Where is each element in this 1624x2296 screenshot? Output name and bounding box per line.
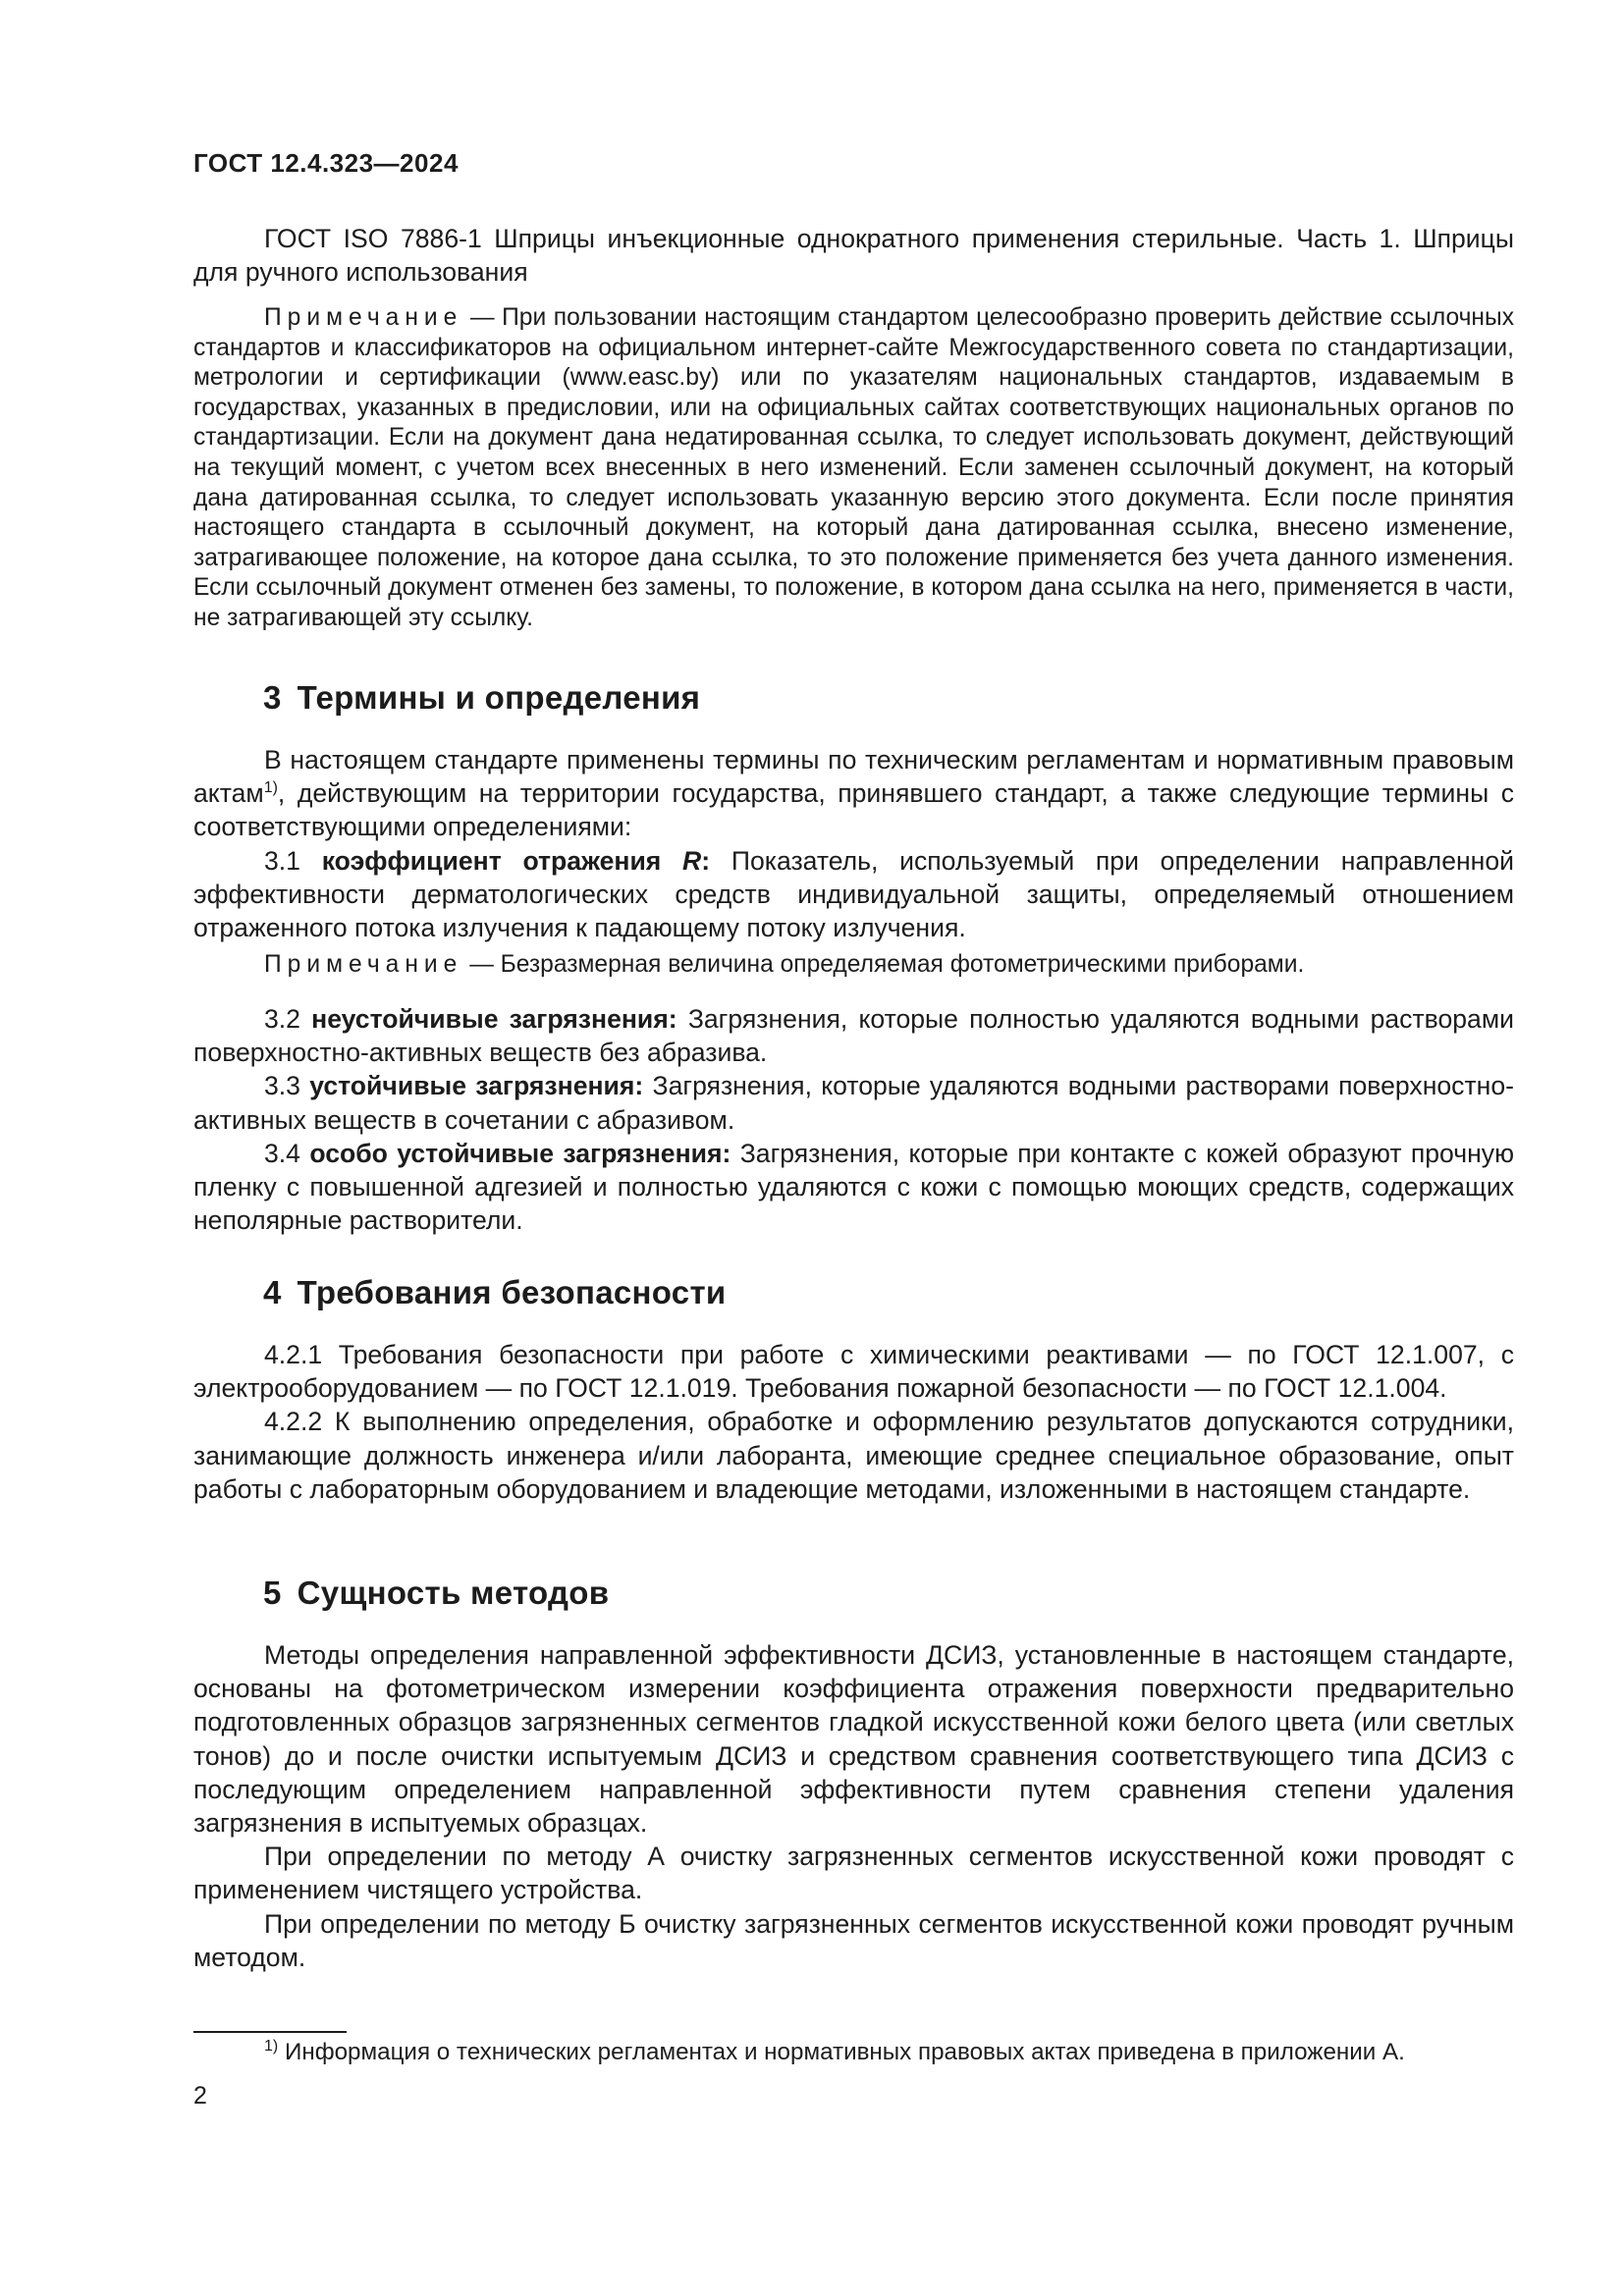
page-number: 2 [193, 2082, 207, 2109]
note-label: Примечание [264, 951, 463, 978]
section-4-body [193, 1338, 1514, 1506]
term-label: неустойчивые загрязнения: [311, 1004, 677, 1034]
terms-3-2-to-3-4 [193, 1002, 1514, 1237]
intro-text-cont: , действующим на территории государства, принявшего стандарт, а также следующие термины с соответствующими определениями: [193, 778, 1514, 842]
intro-text: В настоящем стандарте применены термины по техническим регламентам и нормативным правовым актам [193, 745, 1514, 809]
term-definition: Загрязнения, которые удаляются водными растворами поверхностно-активных веществ в сочетании с абразивом. [193, 1071, 1514, 1135]
section-number: 5 [263, 1575, 282, 1611]
term-3-3: 3.3 устойчивые загрязнения: Загрязнения, которые удаляются водными растворами поверхностно-активных веществ в сочетании с абразивом. [193, 1071, 1514, 1135]
section-5-heading [263, 1575, 609, 1612]
section-4-heading [263, 1274, 727, 1311]
footnote-text: Информация о технических регламентах и нормативных правовых актах приведена в приложении А. [278, 2039, 1405, 2065]
term-3-2: 3.2 неустойчивые загрязнения: Загрязнения, которые полностью удаляются водными растворами поверхностно-активных веществ без абразива. [193, 1004, 1514, 1068]
paragraph: При определении по методу А очистку загрязненных сегментов искусственной кожи проводят с применением чистящего устройства. [193, 1842, 1514, 1905]
section-title: Сущность методов [297, 1575, 610, 1611]
footnote-marker: 1) [264, 2037, 279, 2055]
note-text: — При пользовании настоящим стандартом целесообразно проверить действие ссылочных стандартов и классификаторов на официальном интернет-сайте Межгосударственного совета по стандартизации, метрологии и сертификации (www.easc.by) или по указателям национальных стандартов, издаваемым в государствах, указанных в предисловии, или на официальных сайтах соответствующих национальных органов по стандартизации. Если на документ дана недатированная ссылка, то следует использовать документ, действующий на текущий момент, с учетом всех внесенных в него изменений. Если заменен ссылочный документ, на который дана датированная ссылка, то следует использовать указанную версию этого документа. Если после принятия настоящего стандарта в ссылочный документ, на который дана датированная ссылка, внесено изменение, затрагивающее положение, на которое дана ссылка, то это положение применяется без учета данного изменения. Если ссылочный документ отменен без замены, то положение, в котором дана ссылка на него, применяется в части, не затрагивающей эту ссылку. [193, 304, 1514, 631]
normative-reference [193, 222, 1514, 289]
note-text: — Безразмерная величина определяемая фотометрическими приборами. [462, 951, 1305, 978]
section-number: 3 [263, 679, 282, 716]
term-definition: Загрязнения, которые при контакте с кожей образуют прочную пленку с повышенной адгезией и полностью удаляются с кожи с помощью моющих средств, содержащих неполярные растворители. [193, 1138, 1515, 1236]
section-3-intro [193, 743, 1514, 944]
paragraph: При определении по методу Б очистку загрязненных сегментов искусственной кожи проводят ручным методом. [193, 1908, 1514, 1972]
term-label: коэффициент отражения [321, 845, 683, 876]
term-3-4: 3.4 особо устойчивые загрязнения: Загрязнения, которые при контакте с кожей образуют прочную пленку с повышенной адгезией и полностью удаляются с кожи с помощью моющих средств, содержащих неполярные растворители. [193, 1138, 1515, 1236]
footnote-ref: 1) [263, 779, 278, 797]
document-code-header: ГОСТ 12.4.323—2024 [193, 148, 459, 178]
term-3-1-note [193, 950, 1514, 981]
term-label: особо устойчивые загрязнения: [309, 1138, 731, 1168]
section-number: 4 [263, 1274, 282, 1310]
section-5-body [193, 1638, 1514, 1974]
section-title: Термины и определения [297, 679, 701, 716]
term-label: устойчивые загрязнения: [309, 1071, 644, 1101]
reference-text: ГОСТ ISO 7886-1 Шприцы инъекционные однократного применения стерильные. Часть 1. Шприцы для ручного использования [193, 224, 1514, 288]
term-3-1: 3.1 коэффициент отражения R: Показатель, используемый при определении направленной эффективности дерматологических средств индивидуальной защиты, определяемый отношением отраженного потока излучения к падающему потоку излучения. [193, 845, 1515, 943]
footnote-separator [193, 2031, 347, 2033]
note-label: Примечание [264, 304, 463, 331]
clause-4-2-2: 4.2.2 К выполнению определения, обработке и оформлению результатов допускаются сотрудники, занимающие должность инженера и/или лаборанта, имеющие среднее специальное образование, опыт работы с лабораторным оборудованием и владеющие методами, изложенными в настоящем стандарте. [193, 1407, 1514, 1504]
term-definition: Загрязнения, которые полностью удаляются водными растворами поверхностно-активных веществ без абразива. [193, 1004, 1514, 1068]
term-symbol: R [682, 845, 702, 876]
references-note [193, 303, 1514, 634]
section-title: Требования безопасности [297, 1274, 727, 1310]
paragraph: Методы определения направленной эффективности ДСИЗ, установленные в настоящем стандарте, основаны на фотометрическом измерении коэффициента отражения поверхности предварительно подготовленных образцов загрязненных сегментов гладкой искусственной кожи белого цвета (или светлых тонов) до и после очистки испытуемым ДСИЗ и средством сравнения соответствующего типа ДСИЗ с последующим определением направленной эффективности путем сравнения степени удаления загрязнения в испытуемых образцах. [193, 1640, 1514, 1839]
term-definition: Показатель, используемый при определении направленной эффективности дерматологических средств индивидуальной защиты, определяемый отношением отраженного потока излучения к падающему потоку излучения. [193, 845, 1515, 943]
clause-4-2-1: 4.2.1 Требования безопасности при работе с химическими реактивами — по ГОСТ 12.1.007, с электрооборудованием — по ГОСТ 12.1.019. Требования пожарной безопасности — по ГОСТ 12.1.004. [193, 1340, 1514, 1404]
section-3-heading [263, 679, 700, 717]
footnote [264, 2038, 1521, 2067]
